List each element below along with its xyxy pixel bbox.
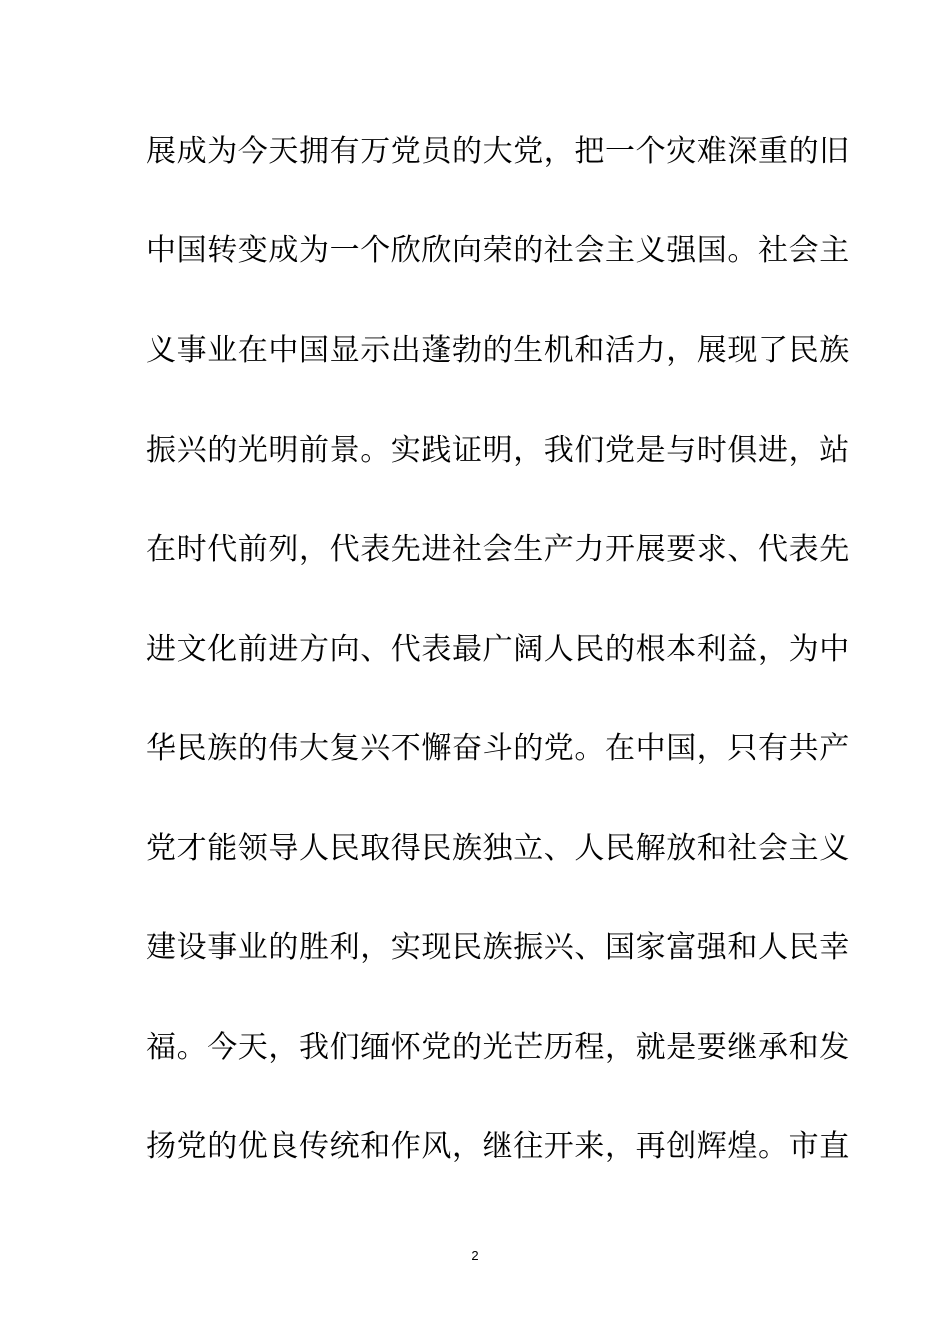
text-line: 展成为今天拥有万党员的大党，把一个灾难深重的旧 (146, 134, 850, 169)
text-line: 振兴的光明前景。实践证明，我们党是与时俱进，站 (146, 433, 850, 468)
text-line: 福。今天，我们缅怀党的光芒历程，就是要继承和发 (146, 1030, 850, 1065)
text-line: 中国转变成为一个欣欣向荣的社会主义强国。社会主 (146, 233, 850, 268)
text-line: 党才能领导人民取得民族独立、人民解放和社会主义 (146, 831, 850, 866)
text-line: 义事业在中国显示出蓬勃的生机和活力，展现了民族 (146, 333, 850, 368)
text-line: 建设事业的胜利，实现民族振兴、国家富强和人民幸 (146, 930, 850, 965)
text-line: 华民族的伟大复兴不懈奋斗的党。在中国，只有共产 (146, 731, 850, 766)
text-line: 扬党的优良传统和作风，继往开来，再创辉煌。市直 (146, 1129, 850, 1164)
text-line: 进文化前进方向、代表最广阔人民的根本利益，为中 (146, 632, 850, 667)
text-line: 在时代前列，代表先进社会生产力开展要求、代表先 (146, 532, 850, 567)
page-number: 2 (471, 1248, 479, 1263)
